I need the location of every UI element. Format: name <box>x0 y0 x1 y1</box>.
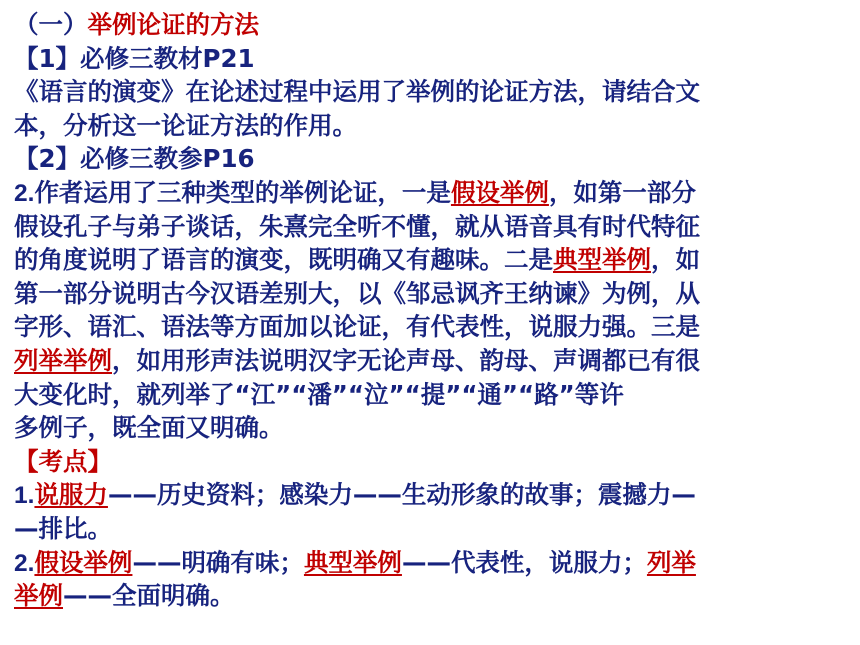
item2-text: ，如用形声法说明汉字无论声母、韵母、声调都已有很 <box>112 345 700 375</box>
kaodian-text: ——全面明确。 <box>63 581 235 611</box>
kaodian-text: ——历史资料；感染力——生动形象的故事；震撼力— <box>107 480 696 510</box>
section-title <box>14 8 850 42</box>
item1-question-line2: 本，分析这一论证方法的作用。 <box>14 110 357 140</box>
keyword-enumeration-example-part1: 列举 <box>646 547 696 577</box>
item1-heading: 【1】必修三教材P21 <box>14 43 255 73</box>
kaodian-text: ——明确有味； <box>132 547 304 577</box>
kaodian-number: 2. <box>14 549 35 577</box>
item2-number: 2. <box>14 179 35 207</box>
item2-text: 作者运用了三种类型的举例论证，一是 <box>34 177 451 207</box>
item2-answer-line5: 字形、语汇、语法等方面加以论证，有代表性，说服力强。三是 <box>14 312 700 342</box>
kaodian-point1-line1 <box>14 478 850 512</box>
kaodian-text: ——代表性，说服力； <box>401 547 647 577</box>
section-title-text: 举例论证的方法 <box>87 10 259 39</box>
item2-answer-line4: 第一部分说明古今汉语差别大，以《邹忌讽齐王纳谏》为例，从 <box>14 278 700 308</box>
keyword-hypothetical-example: 假设举例 <box>34 547 133 577</box>
item2-answer-line7: 大变化时，就列举了“江”“潘”“泣”“提”“通”“路”等许 <box>14 379 624 409</box>
item2-answer-line2: 假设孔子与弟子谈话，朱熹完全听不懂，就从语音具有时代特征 <box>14 211 700 241</box>
keyword-typical-example: 典型举例 <box>553 245 651 275</box>
kaodian-point2-line1 <box>14 546 850 580</box>
item2-answer-line1 <box>14 176 850 210</box>
keyword-enumeration-example: 列举举例 <box>14 345 112 375</box>
keyword-hypothetical-example: 假设举例 <box>450 177 549 207</box>
kaodian-point2-line2 <box>14 579 850 613</box>
section-title-prefix: （一） <box>14 10 88 39</box>
item2-heading: 【2】必修三教参P16 <box>14 144 255 174</box>
keyword-persuasiveness: 说服力 <box>34 480 108 510</box>
slide-content <box>14 8 850 613</box>
item2-text: ，如第一部分 <box>548 177 696 207</box>
kaodian-heading: 【考点】 <box>14 446 112 476</box>
keyword-enumeration-example-part2: 举例 <box>14 581 63 611</box>
kaodian-point1-line2: —排比。 <box>14 513 112 543</box>
item2-text: ，如 <box>651 245 700 275</box>
item2-answer-line6 <box>14 344 850 378</box>
item2-answer-line3 <box>14 243 850 277</box>
item2-answer-line8: 多例子，既全面又明确。 <box>14 413 284 443</box>
kaodian-number: 1. <box>14 482 35 510</box>
keyword-typical-example: 典型举例 <box>303 547 402 577</box>
item2-text: 的角度说明了语言的演变，既明确又有趣味。二是 <box>14 245 553 275</box>
item1-question-line1: 《语言的演变》在论述过程中运用了举例的论证方法，请结合文 <box>14 77 700 107</box>
